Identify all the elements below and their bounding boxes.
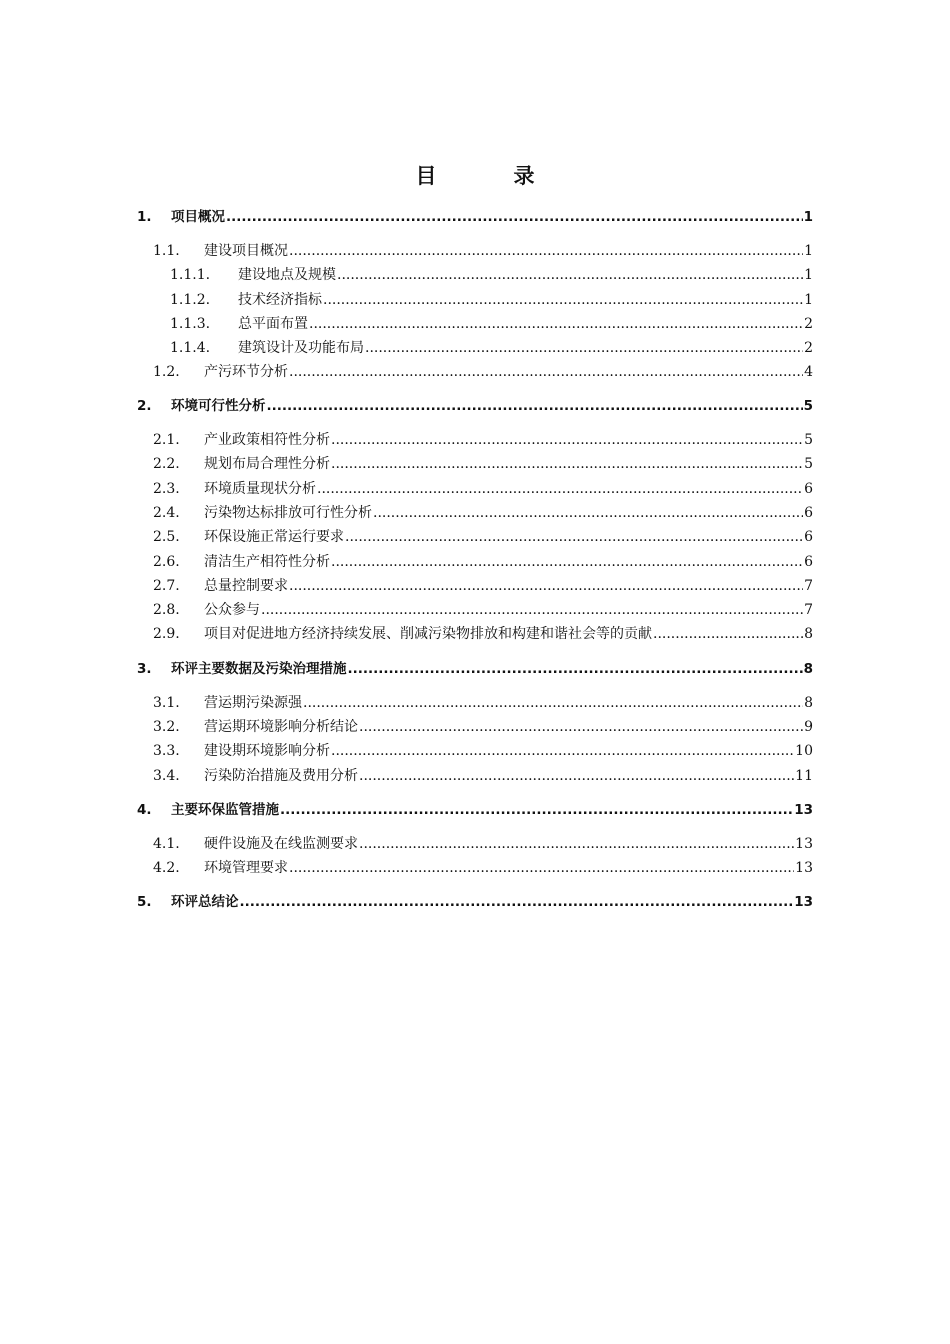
- toc-entry-page: 2: [804, 340, 813, 356]
- toc-entry-page: 6: [804, 554, 813, 570]
- toc-entry-label: 营运期污染源强: [204, 695, 302, 711]
- toc-entry-label: 总量控制要求: [204, 578, 288, 594]
- toc-entry-page: 2: [804, 316, 813, 332]
- toc-leader-dots: [331, 431, 803, 449]
- toc-entry-page: 4: [804, 364, 813, 380]
- toc-entry-number: 1.1.3.: [170, 316, 211, 332]
- toc-entry-label: 建设地点及规模: [238, 267, 336, 283]
- toc-entry-label: 产业政策相符性分析: [204, 432, 330, 448]
- toc-entry-number: 2.5.: [153, 529, 180, 545]
- toc-entry-page: 8: [804, 626, 813, 642]
- toc-leader-dots: [331, 553, 803, 571]
- toc-entry-label: 主要环保监管措施: [171, 802, 279, 818]
- toc-leader-dots: [345, 528, 803, 546]
- toc-entry[interactable]: [153, 742, 813, 760]
- toc-entry-page: 6: [804, 481, 813, 497]
- toc-title: 目 录: [415, 163, 563, 188]
- toc-leader-dots: [331, 742, 794, 760]
- toc-entry-page: 1: [804, 267, 813, 283]
- toc-entry-label: 建筑设计及功能布局: [238, 340, 364, 356]
- toc-leader-dots: [359, 835, 794, 853]
- toc-entry-page: 6: [804, 529, 813, 545]
- toc-entry-label: 项目对促进地方经济持续发展、削减污染物排放和构建和谐社会等的贡献: [204, 626, 652, 642]
- toc-entry-number: 2.1.: [153, 432, 180, 448]
- toc-entry[interactable]: [137, 208, 813, 226]
- toc-entry-label: 技术经济指标: [238, 292, 322, 308]
- toc-entry-page: 8: [803, 661, 813, 677]
- toc-entry[interactable]: [170, 339, 813, 357]
- toc-entry[interactable]: [153, 718, 813, 736]
- toc-entry-page: 6: [804, 505, 813, 521]
- toc-entry[interactable]: [153, 767, 813, 785]
- toc-entry[interactable]: [137, 397, 813, 415]
- toc-entry-number: 1.2.: [153, 364, 180, 380]
- toc-entry-number: 3.4.: [153, 768, 180, 784]
- toc-entry-number: 4.2.: [153, 860, 180, 876]
- toc-entry-label: 产污环节分析: [204, 364, 288, 380]
- toc-entry-number: 2.: [137, 398, 152, 414]
- toc-entry-label: 建设期环境影响分析: [204, 743, 330, 759]
- toc-entry-number: 3.3.: [153, 743, 180, 759]
- toc-entry-page: 7: [804, 578, 813, 594]
- toc-entry[interactable]: [137, 893, 813, 911]
- toc-entry-label: 总平面布置: [238, 316, 308, 332]
- toc-entry[interactable]: [153, 694, 813, 712]
- toc-entry-number: 3.2.: [153, 719, 180, 735]
- toc-entry-number: 3.: [137, 661, 152, 677]
- toc-entry-label: 项目概况: [171, 209, 225, 225]
- toc-entry-number: 4.1.: [153, 836, 180, 852]
- toc-entry-label: 环境可行性分析: [171, 398, 266, 414]
- toc-entry[interactable]: [153, 577, 813, 595]
- toc-entry-page: 13: [795, 836, 813, 852]
- toc-entry-page: 5: [804, 456, 813, 472]
- toc-entry-page: 1: [803, 209, 813, 225]
- toc-leader-dots: [373, 504, 803, 522]
- toc-leader-dots: [267, 397, 803, 415]
- toc-entry-number: 2.4.: [153, 505, 180, 521]
- toc-leader-dots: [348, 660, 803, 678]
- toc-entry-page: 8: [804, 695, 813, 711]
- toc-entry-label: 环境质量现状分析: [204, 481, 316, 497]
- toc-leader-dots: [359, 767, 794, 785]
- toc-entry-number: 2.9.: [153, 626, 180, 642]
- toc-entry[interactable]: [170, 266, 813, 284]
- toc-entry[interactable]: [153, 480, 813, 498]
- toc-leader-dots: [289, 363, 803, 381]
- toc-entry-label: 环评主要数据及污染治理措施: [171, 661, 347, 677]
- toc-entry[interactable]: [153, 859, 813, 877]
- toc-entry[interactable]: [170, 315, 813, 333]
- toc-entry[interactable]: [137, 801, 813, 819]
- toc-entry[interactable]: [153, 504, 813, 522]
- toc-leader-dots: [309, 315, 803, 333]
- toc-entry[interactable]: [153, 528, 813, 546]
- toc-entry-page: 5: [803, 398, 813, 414]
- toc-leader-dots: [303, 694, 803, 712]
- toc-entry-number: 2.3.: [153, 481, 180, 497]
- toc-entry[interactable]: [170, 291, 813, 309]
- toc-entry[interactable]: [153, 625, 813, 643]
- toc-entry-label: 公众参与: [204, 602, 260, 618]
- toc-entry-page: 7: [804, 602, 813, 618]
- toc-entry-label: 建设项目概况: [204, 243, 288, 259]
- toc-entry-page: 13: [794, 894, 813, 910]
- toc-entry-label: 环评总结论: [171, 894, 239, 910]
- toc-entry-label: 污染防治措施及费用分析: [204, 768, 358, 784]
- toc-entry-page: 1: [804, 243, 813, 259]
- toc-entry-page: 1: [804, 292, 813, 308]
- toc-entry-page: 9: [804, 719, 813, 735]
- toc-entry-number: 5.: [137, 894, 152, 910]
- toc-entry-number: 3.1.: [153, 695, 180, 711]
- toc-entry[interactable]: [137, 660, 813, 678]
- toc-leader-dots: [240, 893, 794, 911]
- toc-leader-dots: [317, 480, 803, 498]
- toc-entry[interactable]: [153, 601, 813, 619]
- toc-entry[interactable]: [153, 431, 813, 449]
- toc-entry-label: 营运期环境影响分析结论: [204, 719, 358, 735]
- toc-entry-label: 硬件设施及在线监测要求: [204, 836, 358, 852]
- toc-entry-page: 5: [804, 432, 813, 448]
- toc-entry[interactable]: [153, 242, 813, 260]
- toc-entry-number: 4.: [137, 802, 152, 818]
- toc-entry-number: 1.1.4.: [170, 340, 211, 356]
- toc-entry[interactable]: [153, 835, 813, 853]
- toc-entry-page: 11: [795, 768, 813, 784]
- toc-leader-dots: [289, 577, 803, 595]
- toc-entry-number: 1.1.: [153, 243, 180, 259]
- toc-leader-dots: [359, 718, 803, 736]
- toc-leader-dots: [331, 455, 803, 473]
- toc-entry-number: 1.: [137, 209, 152, 225]
- toc-leader-dots: [289, 242, 803, 260]
- toc-leader-dots: [261, 601, 803, 619]
- toc-leader-dots: [365, 339, 803, 357]
- toc-entry-number: 1.1.1.: [170, 267, 211, 283]
- toc-entry-page: 13: [794, 802, 813, 818]
- toc-entry-page: 13: [795, 860, 813, 876]
- toc-entry-number: 2.8.: [153, 602, 180, 618]
- toc-entry[interactable]: [153, 455, 813, 473]
- toc-entry-label: 污染物达标排放可行性分析: [204, 505, 372, 521]
- toc-leader-dots: [337, 266, 803, 284]
- toc-entry-label: 规划布局合理性分析: [204, 456, 330, 472]
- toc-entry-label: 环保设施正常运行要求: [204, 529, 344, 545]
- toc-entry[interactable]: [153, 363, 813, 381]
- toc-entry-label: 环境管理要求: [204, 860, 288, 876]
- toc-leader-dots: [226, 208, 803, 226]
- toc-entry-number: 2.7.: [153, 578, 180, 594]
- toc-leader-dots: [323, 291, 803, 309]
- toc-entry-number: 1.1.2.: [170, 292, 211, 308]
- toc-entry-label: 清洁生产相符性分析: [204, 554, 330, 570]
- toc-leader-dots: [289, 859, 794, 877]
- toc-leader-dots: [280, 801, 793, 819]
- toc-entry[interactable]: [153, 553, 813, 571]
- toc-entry-number: 2.2.: [153, 456, 180, 472]
- toc-leader-dots: [653, 625, 803, 643]
- toc-entry-page: 10: [795, 743, 813, 759]
- toc-entry-number: 2.6.: [153, 554, 180, 570]
